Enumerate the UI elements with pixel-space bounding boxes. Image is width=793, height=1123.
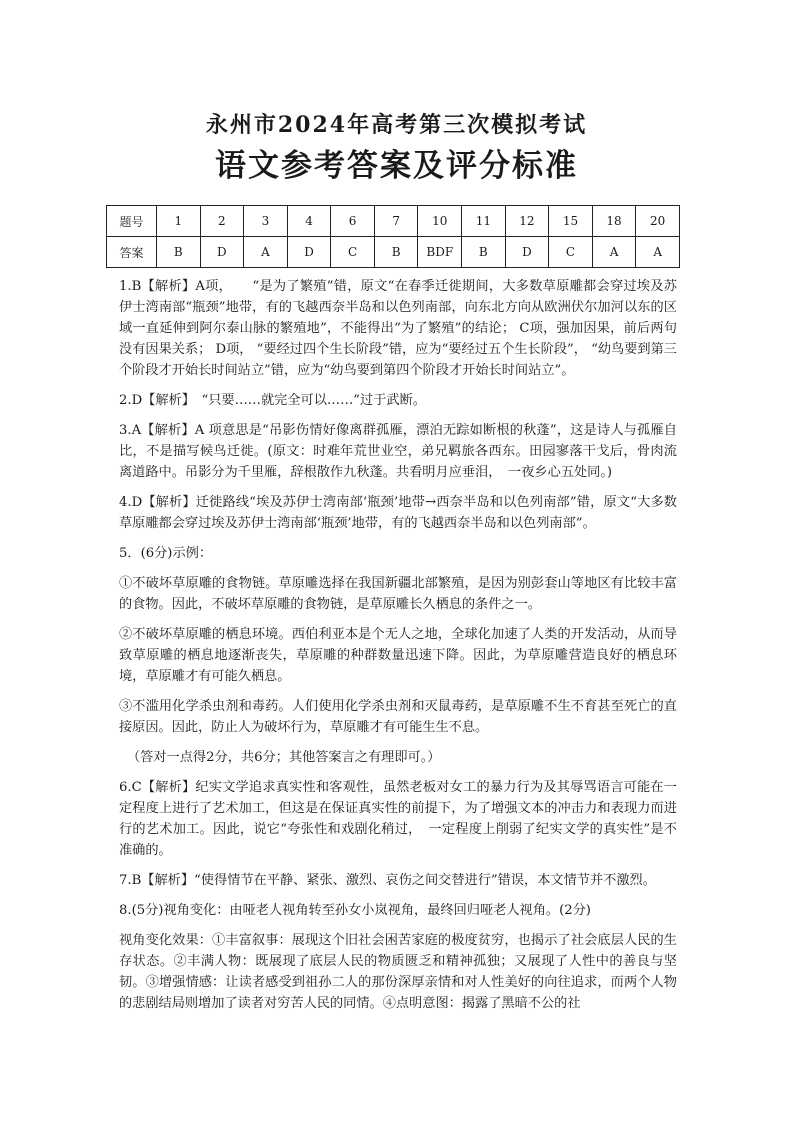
explanation-q2: 2.D【解析】 “只要……就完全可以……”过于武断。	[119, 393, 426, 408]
question-number: 7	[374, 206, 418, 237]
answer-cell: A	[244, 237, 288, 268]
question-number: 20	[636, 206, 680, 237]
question-number: 11	[462, 206, 506, 237]
answer-cell: A	[592, 237, 636, 268]
answer-cell: D	[200, 237, 244, 268]
question-number: 12	[505, 206, 549, 237]
explanation-q7: 7.B【解析】“使得情节在平静、紧张、激烈、哀伤之间交替进行”错误，本文情节并不激烈。	[119, 873, 656, 888]
answer-cell: A	[636, 237, 680, 268]
question-number: 15	[549, 206, 593, 237]
answer-cell: C	[331, 237, 375, 268]
explanation-q5-heading: 5．(6分)示例：	[119, 546, 213, 561]
row-label: 答案	[107, 237, 157, 268]
question-number: 6	[331, 206, 375, 237]
question-number: 2	[200, 206, 244, 237]
answer-cell: C	[549, 237, 593, 268]
answer-cell: B	[157, 237, 201, 268]
explanation-q5-point3: ③不滥用化学杀虫剂和毒药。人们使用化学杀虫剂和灭鼠毒药，是草原雕不生不育甚至死亡的直接原因。因此，防止人为破坏行为，草原雕才有可能生生不息。	[119, 699, 677, 735]
explanation-q5-point2: ②不破坏草原雕的栖息环境。西伯利亚本是个无人之地，全球化加速了人类的开发活动，从而导致草原雕的栖息地逐渐丧失，草原雕的种群数量迅速下降。因此，为草原雕营造良好的栖息环境，草原雕才有可能久栖息。	[119, 627, 677, 684]
explanation-q8-viewpoint: 8.(5分)视角变化：由哑老人视角转至孙女小岚视角，最终回归哑老人视角。(2分)	[119, 903, 591, 918]
explanation-q4: 4.D【解析】迁徙路线“埃及苏伊士湾南部‘瓶颈’地带→西奈半岛和以色列南部”错，原文“大多数草原雕都会穿过埃及苏伊士湾南部‘瓶颈’地带，有的飞越西奈半岛和以色列南部”。	[119, 495, 677, 531]
question-number: 18	[592, 206, 636, 237]
answer-cell: B	[462, 237, 506, 268]
explanation-q6: 6.C【解析】纪实文学追求真实性和客观性，虽然老板对女工的暴力行为及其辱骂语言可能在一定程度上进行了艺术加工，但这是在保证真实性的前提下，为了增强文本的冲击力和表现力而进行的艺术加工。因此，说它“夸张性和戏剧化稍过， 一定程度上削弱了纪实文学的真实性”是不准确的。	[119, 780, 677, 858]
answer-explanations	[119, 276, 677, 1022]
answer-table	[106, 205, 680, 268]
explanation-q1: 1.B【解析】A项， “是为了繁殖”错，原文“在春季迁徙期间，大多数草原雕都会穿过埃及苏伊士湾南部“瓶颈”地带，有的飞越西奈半岛和以色列南部，向东北方向从欧洲伏尔加河以东的区域一直延伸到阿尔泰山脉的繁殖地”，不能得出“为了繁殖”的结论； C项，强加因果，前后两句没有因果关系； D项， “要经过四个生长阶段”错，应为“要经过五个生长阶段”， “幼鸟要到第三个阶段才开始长时间站立”错，应为“幼鸟要到第四个阶段才开始长时间站立”。	[119, 279, 677, 378]
question-number: 4	[287, 206, 331, 237]
scoring-note: （答对一点得2分，共6分；其他答案言之有理即可。）	[127, 750, 441, 765]
exam-title: 永州市2024年高考第三次模拟考试	[205, 112, 588, 138]
document-title: 语文参考答案及评分标准	[215, 148, 578, 184]
answer-cell: D	[505, 237, 549, 268]
answer-row	[107, 237, 680, 268]
question-number: 10	[418, 206, 462, 237]
row-label: 题号	[107, 206, 157, 237]
explanation-q5-point1: ①不破坏草原雕的食物链。草原雕选择在我国新疆北部繁殖，是因为别彭套山等地区有比较丰富的食物。因此，不破坏草原雕的食物链，是草原雕长久栖息的条件之一。	[119, 576, 677, 612]
question-number-row	[107, 206, 680, 237]
explanation-q8-effect: 视角变化效果：①丰富叙事：展现这个旧社会困苦家庭的极度贫穷，也揭示了社会底层人民的生存状态。②丰满人物：既展现了底层人民的物质匮乏和精神孤独；又展现了人性中的善良与坚韧。③增强情感：让读者感受到祖孙二人的那份深厚亲情和对人性美好的向往追求，而两个人物的悲剧结局则增加了读者对穷苦人民的同情。④点明意图：揭露了黑暗不公的社	[119, 933, 677, 1011]
answer-cell: D	[287, 237, 331, 268]
answer-cell: B	[374, 237, 418, 268]
question-number: 3	[244, 206, 288, 237]
question-number: 1	[157, 206, 201, 237]
answer-cell: BDF	[418, 237, 462, 268]
explanation-q3: 3.A【解析】A 项意思是“吊影伤情好像离群孤雁，漂泊无踪如断根的秋蓬”，这是诗人与孤雁自比，不是描写候鸟迁徙。(原文：时难年荒世业空，弟兄羁旅各西东。田园寥落干戈后，骨肉流离道路中。吊影分为千里雁，辞根散作九秋蓬。共看明月应垂泪， 一夜乡心五处同。)	[119, 423, 677, 480]
